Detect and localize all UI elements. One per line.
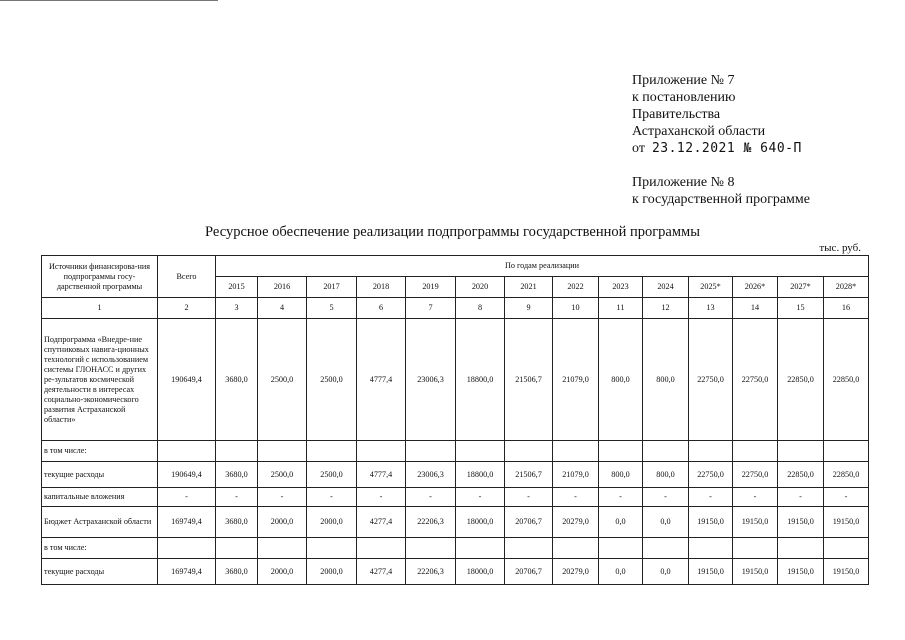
year-value-cell [689, 538, 733, 559]
year-value-cell [733, 538, 778, 559]
unit-label: тыс. руб. [819, 242, 861, 254]
year-value-cell: 22850,0 [824, 319, 869, 441]
year-value-cell: 2000,0 [307, 507, 357, 538]
year-value-cell [553, 538, 599, 559]
column-number: 16 [824, 298, 869, 319]
year-value-cell: 4777,4 [357, 462, 406, 488]
year-value-cell: 20279,0 [553, 559, 599, 585]
year-value-cell [824, 538, 869, 559]
year-value-cell [599, 538, 643, 559]
column-number: 11 [599, 298, 643, 319]
row-label: текущие расходы [42, 462, 158, 488]
row-total: 190649,4 [158, 462, 216, 488]
row-label: в том числе: [42, 538, 158, 559]
year-value-cell: 18800,0 [456, 319, 505, 441]
year-value-cell: - [824, 488, 869, 507]
column-number: 2 [158, 298, 216, 319]
row-total: 190649,4 [158, 319, 216, 441]
year-value-cell: 19150,0 [733, 559, 778, 585]
year-value-cell: 4777,4 [357, 319, 406, 441]
year-value-cell [599, 441, 643, 462]
year-value-cell [216, 538, 258, 559]
year-value-cell: - [505, 488, 553, 507]
appendix-7-title: Приложение № 7 [632, 73, 735, 88]
year-value-cell: - [733, 488, 778, 507]
year-value-cell: 22206,3 [406, 559, 456, 585]
year-header: 2018 [357, 277, 406, 298]
column-number: 8 [456, 298, 505, 319]
header-total: Всего [158, 256, 216, 298]
row-label: капитальные вложения [42, 488, 158, 507]
year-value-cell: 2500,0 [258, 462, 307, 488]
year-value-cell: 2000,0 [258, 507, 307, 538]
column-number: 10 [553, 298, 599, 319]
year-value-cell [307, 441, 357, 462]
year-header: 2022 [553, 277, 599, 298]
row-total [158, 441, 216, 462]
appendix-7-block [632, 72, 802, 157]
year-value-cell: - [599, 488, 643, 507]
table-row [42, 462, 869, 488]
year-value-cell: - [406, 488, 456, 507]
year-value-cell: 3680,0 [216, 319, 258, 441]
year-value-cell [357, 441, 406, 462]
year-value-cell [643, 441, 689, 462]
year-value-cell: 22850,0 [824, 462, 869, 488]
year-value-cell: - [307, 488, 357, 507]
year-value-cell [643, 538, 689, 559]
year-value-cell: 800,0 [643, 319, 689, 441]
year-value-cell: - [553, 488, 599, 507]
year-header: 2016 [258, 277, 307, 298]
year-value-cell [553, 441, 599, 462]
year-value-cell: 2500,0 [258, 319, 307, 441]
column-number: 6 [357, 298, 406, 319]
year-value-cell [824, 441, 869, 462]
year-header: 2015 [216, 277, 258, 298]
row-total: 169749,4 [158, 559, 216, 585]
document-title: Ресурсное обеспечение реализации подпрограммы государственной программы [205, 224, 700, 240]
table-row [42, 488, 869, 507]
row-total [158, 538, 216, 559]
column-number: 1 [42, 298, 158, 319]
year-value-cell: 800,0 [643, 462, 689, 488]
row-total: 169749,4 [158, 507, 216, 538]
year-value-cell: 19150,0 [778, 507, 824, 538]
year-value-cell: 22750,0 [689, 462, 733, 488]
table-row [42, 538, 869, 559]
year-value-cell: 4277,4 [357, 507, 406, 538]
year-value-cell: 22750,0 [689, 319, 733, 441]
year-value-cell: 2000,0 [258, 559, 307, 585]
column-number: 7 [406, 298, 456, 319]
column-number: 3 [216, 298, 258, 319]
year-value-cell: 22750,0 [733, 319, 778, 441]
appendix-8-title: Приложение № 8 [632, 175, 735, 190]
year-value-cell [307, 538, 357, 559]
year-value-cell: 21506,7 [505, 319, 553, 441]
year-value-cell: - [643, 488, 689, 507]
table-row [42, 441, 869, 462]
year-value-cell: 21506,7 [505, 462, 553, 488]
year-value-cell: 18000,0 [456, 507, 505, 538]
year-value-cell [778, 538, 824, 559]
header-row [42, 256, 869, 277]
year-header: 2021 [505, 277, 553, 298]
scan-edge-line [0, 0, 218, 1]
year-value-cell: 21079,0 [553, 319, 599, 441]
year-value-cell: 23006,3 [406, 319, 456, 441]
year-header: 2025* [689, 277, 733, 298]
year-value-cell [505, 441, 553, 462]
year-value-cell: 22850,0 [778, 319, 824, 441]
appendix-8-block [632, 174, 810, 208]
table-row [42, 507, 869, 538]
year-value-cell [733, 441, 778, 462]
appendix-7-line-3: Правительства [632, 107, 721, 122]
column-number: 13 [689, 298, 733, 319]
year-value-cell: 3680,0 [216, 559, 258, 585]
column-number: 5 [307, 298, 357, 319]
column-number: 9 [505, 298, 553, 319]
year-header: 2023 [599, 277, 643, 298]
year-value-cell: - [778, 488, 824, 507]
year-value-cell: 2500,0 [307, 462, 357, 488]
table-row [42, 319, 869, 441]
header-source: Источники финансирова-ния подпрограммы госу-дарственной программы [42, 256, 158, 298]
year-value-cell: 19150,0 [824, 559, 869, 585]
row-label: Бюджет Астраханской области [42, 507, 158, 538]
year-value-cell: 0,0 [599, 559, 643, 585]
date-prefix: от [632, 141, 645, 156]
year-value-cell [357, 538, 406, 559]
column-numbers-row [42, 298, 869, 319]
year-header: 2027* [778, 277, 824, 298]
year-value-cell [778, 441, 824, 462]
year-value-cell: - [357, 488, 406, 507]
year-value-cell [258, 538, 307, 559]
appendix-7-date-line [632, 140, 802, 157]
year-value-cell: - [456, 488, 505, 507]
column-number: 12 [643, 298, 689, 319]
resource-table [41, 255, 869, 585]
appendix-7-line-4: Астраханской области [632, 124, 766, 139]
year-value-cell: 19150,0 [824, 507, 869, 538]
year-header: 2026* [733, 277, 778, 298]
year-header: 2024 [643, 277, 689, 298]
year-value-cell: 19150,0 [689, 507, 733, 538]
year-value-cell: 18800,0 [456, 462, 505, 488]
year-value-cell: 22206,3 [406, 507, 456, 538]
appendix-8-line-2: к государственной программе [632, 192, 810, 207]
appendix-7-line-2: к постановлению [632, 90, 736, 105]
year-header: 2017 [307, 277, 357, 298]
year-value-cell: - [216, 488, 258, 507]
year-value-cell: 22850,0 [778, 462, 824, 488]
year-value-cell [258, 441, 307, 462]
year-value-cell: 19150,0 [733, 507, 778, 538]
year-value-cell: 0,0 [599, 507, 643, 538]
year-value-cell: 3680,0 [216, 507, 258, 538]
row-total: - [158, 488, 216, 507]
year-value-cell [456, 441, 505, 462]
table-row [42, 559, 869, 585]
year-value-cell: 0,0 [643, 507, 689, 538]
year-value-cell: 2000,0 [307, 559, 357, 585]
header-years-group: По годам реализации [216, 256, 869, 277]
year-value-cell: - [689, 488, 733, 507]
column-number: 14 [733, 298, 778, 319]
year-value-cell: 800,0 [599, 462, 643, 488]
year-value-cell: 20706,7 [505, 507, 553, 538]
year-value-cell: 3680,0 [216, 462, 258, 488]
column-number: 15 [778, 298, 824, 319]
row-label: Подпрограмма «Внедре-ние спутниковых навига-ционных технологий с использованием системы ГЛОНАСС и других ре-зультатов космической деятельности в интересах социально-экономического развития Астраханской области» [42, 319, 158, 441]
year-value-cell [689, 441, 733, 462]
year-value-cell: 22750,0 [733, 462, 778, 488]
year-value-cell: 20706,7 [505, 559, 553, 585]
handwritten-date-number: 23.12.2021 № 640-П [651, 141, 802, 156]
row-label: текущие расходы [42, 559, 158, 585]
year-value-cell: 0,0 [643, 559, 689, 585]
year-header: 2020 [456, 277, 505, 298]
year-value-cell: 19150,0 [689, 559, 733, 585]
year-header: 2019 [406, 277, 456, 298]
year-value-cell: - [258, 488, 307, 507]
year-value-cell [216, 441, 258, 462]
column-number: 4 [258, 298, 307, 319]
year-value-cell: 21079,0 [553, 462, 599, 488]
year-value-cell: 4277,4 [357, 559, 406, 585]
year-value-cell: 20279,0 [553, 507, 599, 538]
year-value-cell [505, 538, 553, 559]
year-value-cell [456, 538, 505, 559]
year-header: 2028* [824, 277, 869, 298]
year-value-cell: 23006,3 [406, 462, 456, 488]
row-label: в том числе: [42, 441, 158, 462]
year-value-cell: 19150,0 [778, 559, 824, 585]
year-value-cell: 2500,0 [307, 319, 357, 441]
year-value-cell: 800,0 [599, 319, 643, 441]
year-value-cell: 18000,0 [456, 559, 505, 585]
year-value-cell [406, 441, 456, 462]
year-value-cell [406, 538, 456, 559]
